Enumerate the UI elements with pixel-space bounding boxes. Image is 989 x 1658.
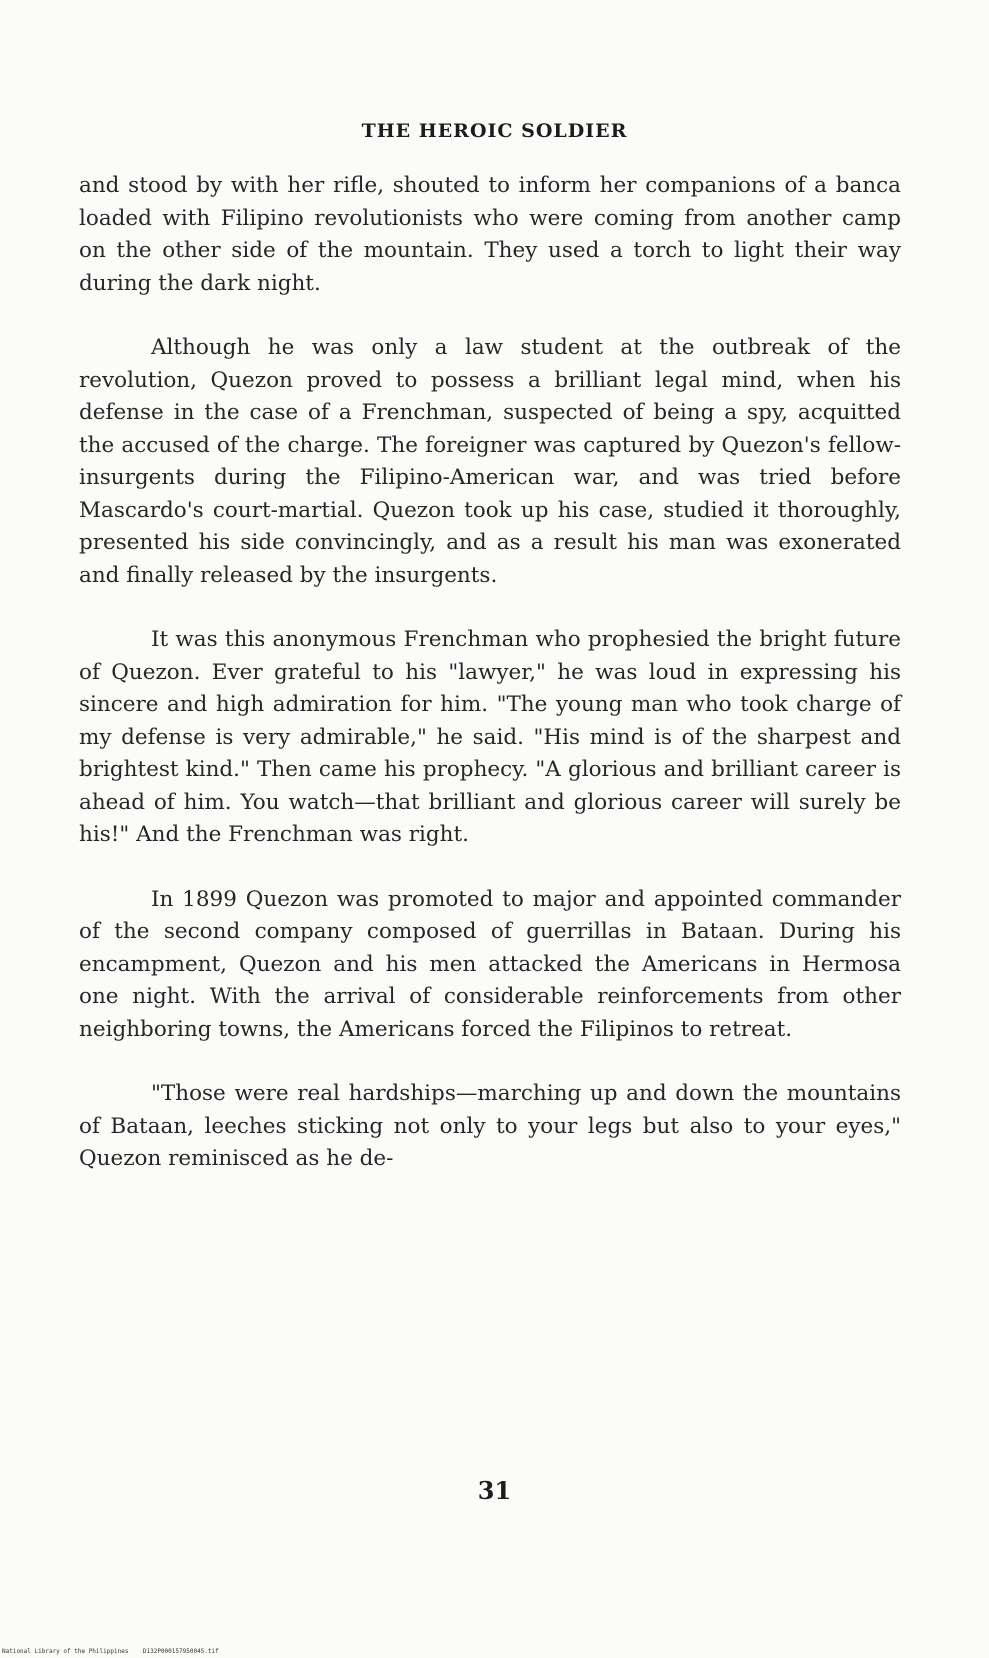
paragraph-5: "Those were real hardships—marching up and down the mountains of Bataan, leeches sticking not only to your legs but also to your eyes," Quezon reminisced as he de- xyxy=(79,1081,901,1171)
body-text xyxy=(79,170,901,1208)
page-number: 31 xyxy=(477,1476,512,1505)
paragraph-3: It was this anonymous Frenchman who prophesied the bright future of Quezon. Ever grateful to his "lawyer," he was loud in expressing his sincere and high admiration for him. "The young man who took charge of my defense is very admirable," he said. "His mind is of the sharpest and brightest kind." Then came his prophecy. "A glorious and brilliant career is ahead of him. You watch—that brilliant and glorious career will surely be his!" And the Frenchman was right. xyxy=(79,627,901,847)
paragraph-4: In 1899 Quezon was promoted to major and appointed commander of the second company composed of guerrillas in Bataan. During his encampment, Quezon and his men attacked the Americans in Hermosa one night. With the arrival of considerable reinforcements from other neighboring towns, the Americans forced the Filipinos to retreat. xyxy=(79,886,901,1042)
paragraph-1: and stood by with her rifle, shouted to inform her companions of a banca loaded with Filipino revolutionists who were coming from another camp on the other side of the mountain. They used a torch to light their way during the dark night. xyxy=(79,173,901,296)
paragraph-2: Although he was only a law student at the outbreak of the revolution, Quezon proved to possess a brilliant legal mind, when his defense in the case of a Frenchman, suspected of being a spy, acquitted the accused of the charge. The foreigner was captured by Quezon's fellow-insurgents during the Filipino-American war, and was tried before Mascardo's court-martial. Quezon took up his case, studied it thoroughly, presented his side convincingly, and as a result his man was exonerated and finally released by the insurgents. xyxy=(79,335,901,588)
running-head: THE HEROIC SOLDIER xyxy=(361,120,628,142)
scan-footer-stamp: National Library of the Philippines D132P000157950045.tif xyxy=(2,1648,219,1655)
